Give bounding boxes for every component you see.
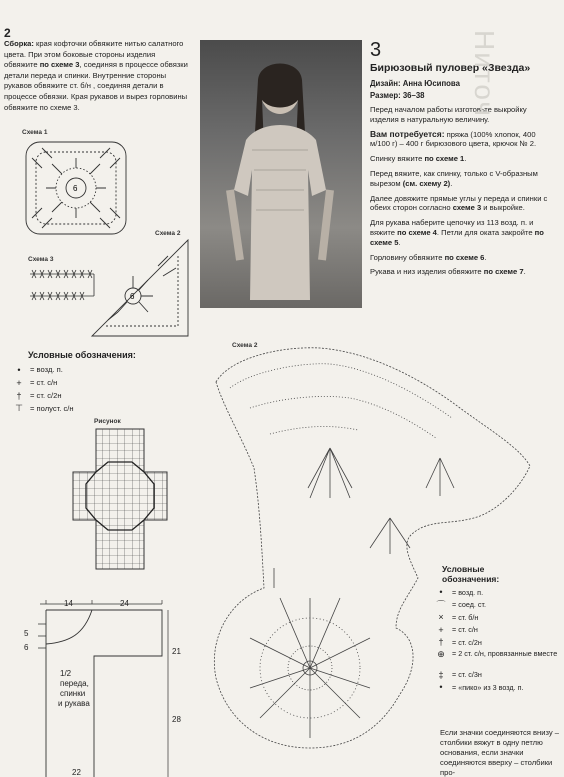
step-text: Для рукава наберите цепочку из 113 возд. п. и вяжите xyxy=(370,218,534,237)
step-text: Горловину обвяжите xyxy=(370,252,445,262)
pattern-intro: Перед началом работы изготовьте выкройку изделия в натуральную величину. xyxy=(370,105,527,124)
step-text: . Петли для оката закройте xyxy=(436,227,535,237)
pattern-design: Дизайн: Анна Юсипова xyxy=(370,79,460,88)
pattern-step-6 xyxy=(370,267,548,277)
assembly-label: Сборка: xyxy=(4,39,34,48)
legend-symbol: ‡ xyxy=(438,669,444,680)
step-emph: по схеме 1 xyxy=(424,154,465,164)
step-text: Рукава и низ изделия обвяжите xyxy=(370,267,484,277)
step-text: . xyxy=(523,267,526,277)
page-number: 2 xyxy=(4,26,11,40)
schema1-caption: Схема 1 xyxy=(22,129,48,136)
legend-label: = ст. с/н xyxy=(452,625,478,635)
half-label-4: и рукава xyxy=(58,699,90,708)
legend-label: = соед. ст. xyxy=(452,600,486,610)
legend-left-row xyxy=(12,402,192,415)
schema2-small-diagram xyxy=(88,236,198,342)
half-label-1: 1/2 xyxy=(60,669,72,678)
pattern-step-1 xyxy=(370,154,548,164)
legend-label: = ст. б/н xyxy=(452,612,479,622)
dim-bottom: 22 xyxy=(72,768,81,777)
schema1-center: 6 xyxy=(73,184,78,193)
half-label-3: спинки xyxy=(60,689,86,698)
assembly-text xyxy=(4,39,190,113)
half-label-2: переда, xyxy=(60,679,89,688)
legend-right-row xyxy=(434,611,559,624)
dim-14: 14 xyxy=(64,599,73,608)
step-emph: схеме 3 xyxy=(452,203,482,213)
legend-label: = возд. п. xyxy=(452,587,484,597)
model-photo xyxy=(200,40,362,308)
legend-symbol: † xyxy=(438,637,444,648)
dim-5: 5 xyxy=(24,629,29,638)
legend-symbol: ⊤ xyxy=(15,403,23,413)
step-emph: по схеме 6 xyxy=(444,252,485,262)
pattern-materials xyxy=(370,130,548,150)
step-text: и выкройке. xyxy=(481,203,525,213)
step-text: Перед вяжите, как спинку, только с V-образным вырезом xyxy=(370,168,538,188)
legend-right-row xyxy=(434,586,559,599)
legend-label: = «пико» из 3 возд. п. xyxy=(452,682,524,692)
legend-right-title: Условные обозначения: xyxy=(442,564,500,584)
model-photo-figure xyxy=(200,40,362,308)
step-emph: по схеме 7 xyxy=(483,267,524,277)
legend-left-title: Условные обозначения: xyxy=(28,350,136,360)
legend-left-row xyxy=(12,376,192,389)
legend-symbol: + xyxy=(438,624,444,635)
assembly-text-2: , соединяя в процессе обвязки детали переда и спинки. Внутренние стороны рукавов обвяжите ст. б/н , соединяя детали в процессе обвязки. Края рукавов и вырез горловины обвяжите по схеме 3. xyxy=(4,60,188,112)
assembly-emph: по схеме 3 xyxy=(39,60,80,70)
legend-symbol: • xyxy=(17,364,21,375)
pattern-title: Бирюзовый пуловер «Звезда» xyxy=(370,62,531,74)
pattern-step-5 xyxy=(370,253,548,263)
drawing-caption: Рисунок xyxy=(94,418,121,425)
pattern-text xyxy=(370,40,548,277)
schema2-small-caption: Схема 2 xyxy=(155,230,181,237)
schema2-small-center: 6 xyxy=(130,292,135,301)
watermark: Ниточ xyxy=(469,30,500,118)
dim-24: 24 xyxy=(120,599,129,608)
footnote: Если значки соединяются внизу – столбики вяжут в одну петлю основания, если значки соединяются вверху – столбики про- xyxy=(440,728,559,777)
step-text: Спинку вяжите xyxy=(370,154,425,164)
legend-left xyxy=(12,350,192,415)
schema3-caption: Схема 3 xyxy=(28,256,54,263)
step-emph: по схеме 5 xyxy=(370,227,544,247)
legend-symbol: • xyxy=(439,682,443,693)
legend-label: = ст. с/2н xyxy=(30,391,62,400)
dim-28: 28 xyxy=(172,715,181,724)
legend-symbol: ⊕ xyxy=(437,648,445,659)
schema3-diagram xyxy=(28,268,98,302)
schema2-big-caption: Схема 2 xyxy=(232,342,258,349)
pattern-sizing-diagram xyxy=(0,596,200,777)
pattern-step-3 xyxy=(370,194,548,214)
legend-left-row xyxy=(12,389,192,402)
legend-label: = 2 ст. с/н, провязанные вместе xyxy=(452,648,558,658)
dim-6: 6 xyxy=(24,643,29,652)
pattern-size: Размер: 36–38 xyxy=(370,91,425,100)
materials-label: Вам потребуется: xyxy=(370,128,445,139)
legend-right-row xyxy=(434,649,559,669)
step-text: . xyxy=(398,237,401,247)
legend-left-row xyxy=(12,363,192,376)
step-text: . xyxy=(450,178,453,188)
materials-text: пряжа (100% хлопок, 400 м/100 г) – 400 г бирюзового цвета, крючок № 2. xyxy=(370,129,537,149)
legend-symbol: × xyxy=(438,612,444,623)
pattern-number: 3 xyxy=(370,39,382,61)
legend-right xyxy=(434,564,559,694)
legend-label: = ст. с/н xyxy=(30,378,58,387)
assembly-text-1: края кофточки обвяжите нитью салатного цвета. При этом боковые стороны изделия обвяжите xyxy=(4,39,184,70)
step-text: . xyxy=(484,252,487,262)
dim-21: 21 xyxy=(172,647,181,656)
legend-right-row xyxy=(434,669,559,682)
step-text: . xyxy=(464,154,467,164)
legend-right-row xyxy=(434,599,559,612)
legend-label: = полуст. с/н xyxy=(30,404,74,413)
schema1-diagram xyxy=(22,138,130,238)
schema2-big-diagram xyxy=(190,338,540,774)
step-emph: (см. схему 2) xyxy=(402,178,451,188)
legend-label: = ст. с/2н xyxy=(452,637,482,647)
legend-symbol: † xyxy=(16,390,22,401)
legend-right-row xyxy=(434,681,559,694)
legend-symbol: ⌒ xyxy=(436,600,446,611)
legend-right-row xyxy=(434,636,559,649)
drawing-grid xyxy=(72,428,168,570)
legend-symbol: • xyxy=(439,587,443,598)
legend-symbol: + xyxy=(16,377,22,388)
step-emph: по схеме 4 xyxy=(397,227,437,237)
legend-label: = возд. п. xyxy=(30,365,63,374)
legend-right-row xyxy=(434,624,559,637)
pattern-step-4 xyxy=(370,218,548,247)
pattern-step-2 xyxy=(370,169,548,189)
step-text: Далее довяжите прямые углы у переда и спинки с обеих сторон согласно xyxy=(370,193,548,213)
legend-label: = ст. с/3н xyxy=(452,670,482,680)
